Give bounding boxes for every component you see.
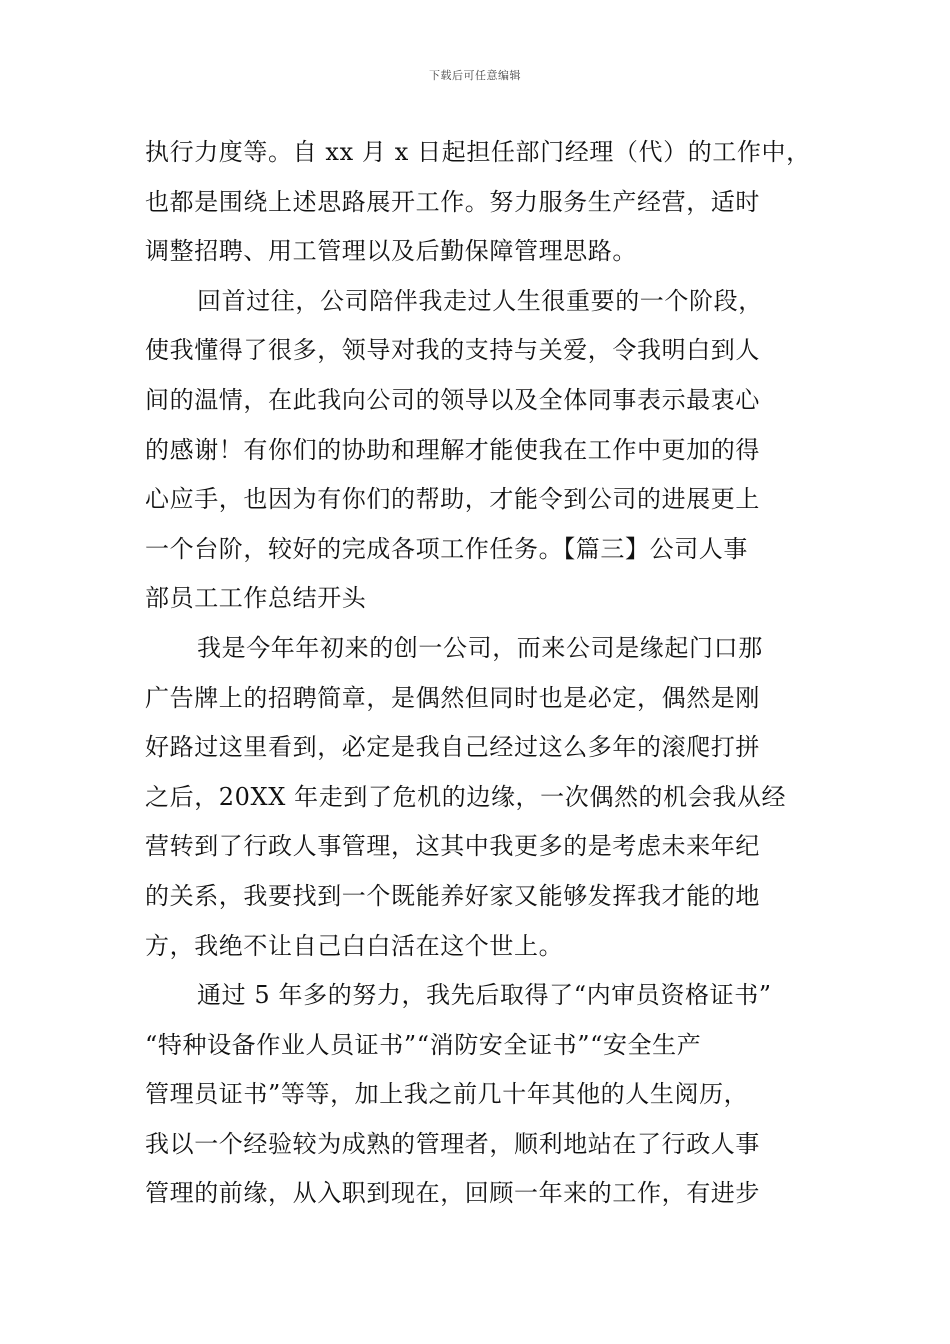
paragraph-first-line: 通过 5 年多的努力，我先后取得了“内审员资格证书” <box>197 981 772 1010</box>
paragraph-first-line: 我是今年年初来的创一公司，而来公司是缘起门口那 <box>197 633 763 662</box>
text-line: 部员工工作总结开头 <box>145 584 367 613</box>
text-line: 的感谢！有你们的协助和理解才能使我在工作中更加的得 <box>145 435 760 464</box>
text-line: 心应手，也因为有你们的帮助，才能令到公司的进展更上 <box>145 485 760 514</box>
text-line: 方，我绝不让自己白白活在这个世上。 <box>145 931 564 960</box>
text-line: 广告牌上的招聘简章，是偶然但同时也是必定，偶然是刚 <box>145 683 760 712</box>
text-line: “特种设备作业人员证书”“消防安全证书”“安全生产 <box>145 1030 702 1059</box>
text-line: 我以一个经验较为成熟的管理者，顺利地站在了行政人事 <box>145 1129 760 1158</box>
text-line: 使我懂得了很多，领导对我的支持与关爱，令我明白到人 <box>145 336 760 365</box>
text-line: 间的温情，在此我向公司的领导以及全体同事表示最衷心 <box>145 385 760 414</box>
text-line: 也都是围绕上述思路展开工作。努力服务生产经营，适时 <box>145 187 760 216</box>
text-line: 调整招聘、用工管理以及后勤保障管理思路。 <box>145 237 637 266</box>
text-line: 一个台阶，较好的完成各项工作任务。【篇三】公司人事 <box>145 534 748 563</box>
text-line: 好路过这里看到，必定是我自己经过这么多年的滚爬打拼 <box>145 733 760 762</box>
paragraph-first-line: 回首过往，公司陪伴我走过人生很重要的一个阶段， <box>197 286 763 315</box>
text-line: 之后，20XX 年走到了危机的边缘，一次偶然的机会我从经 <box>145 782 787 811</box>
text-line: 执行力度等。自 xx 月 x 日起担任部门经理（代）的工作中， <box>145 138 811 166</box>
text-line: 管理的前缘，从入职到现在，回顾一年来的工作，有进步 <box>145 1179 760 1208</box>
text-line: 管理员证书”等等，加上我之前几十年其他的人生阅历， <box>145 1080 749 1109</box>
body-text <box>145 128 813 1219</box>
page-header: 下载后可任意编辑 <box>429 69 521 82</box>
text-line: 营转到了行政人事管理，这其中我更多的是考虑未来年纪 <box>145 832 760 861</box>
text-line: 的关系，我要找到一个既能养好家又能够发挥我才能的地 <box>145 881 760 910</box>
